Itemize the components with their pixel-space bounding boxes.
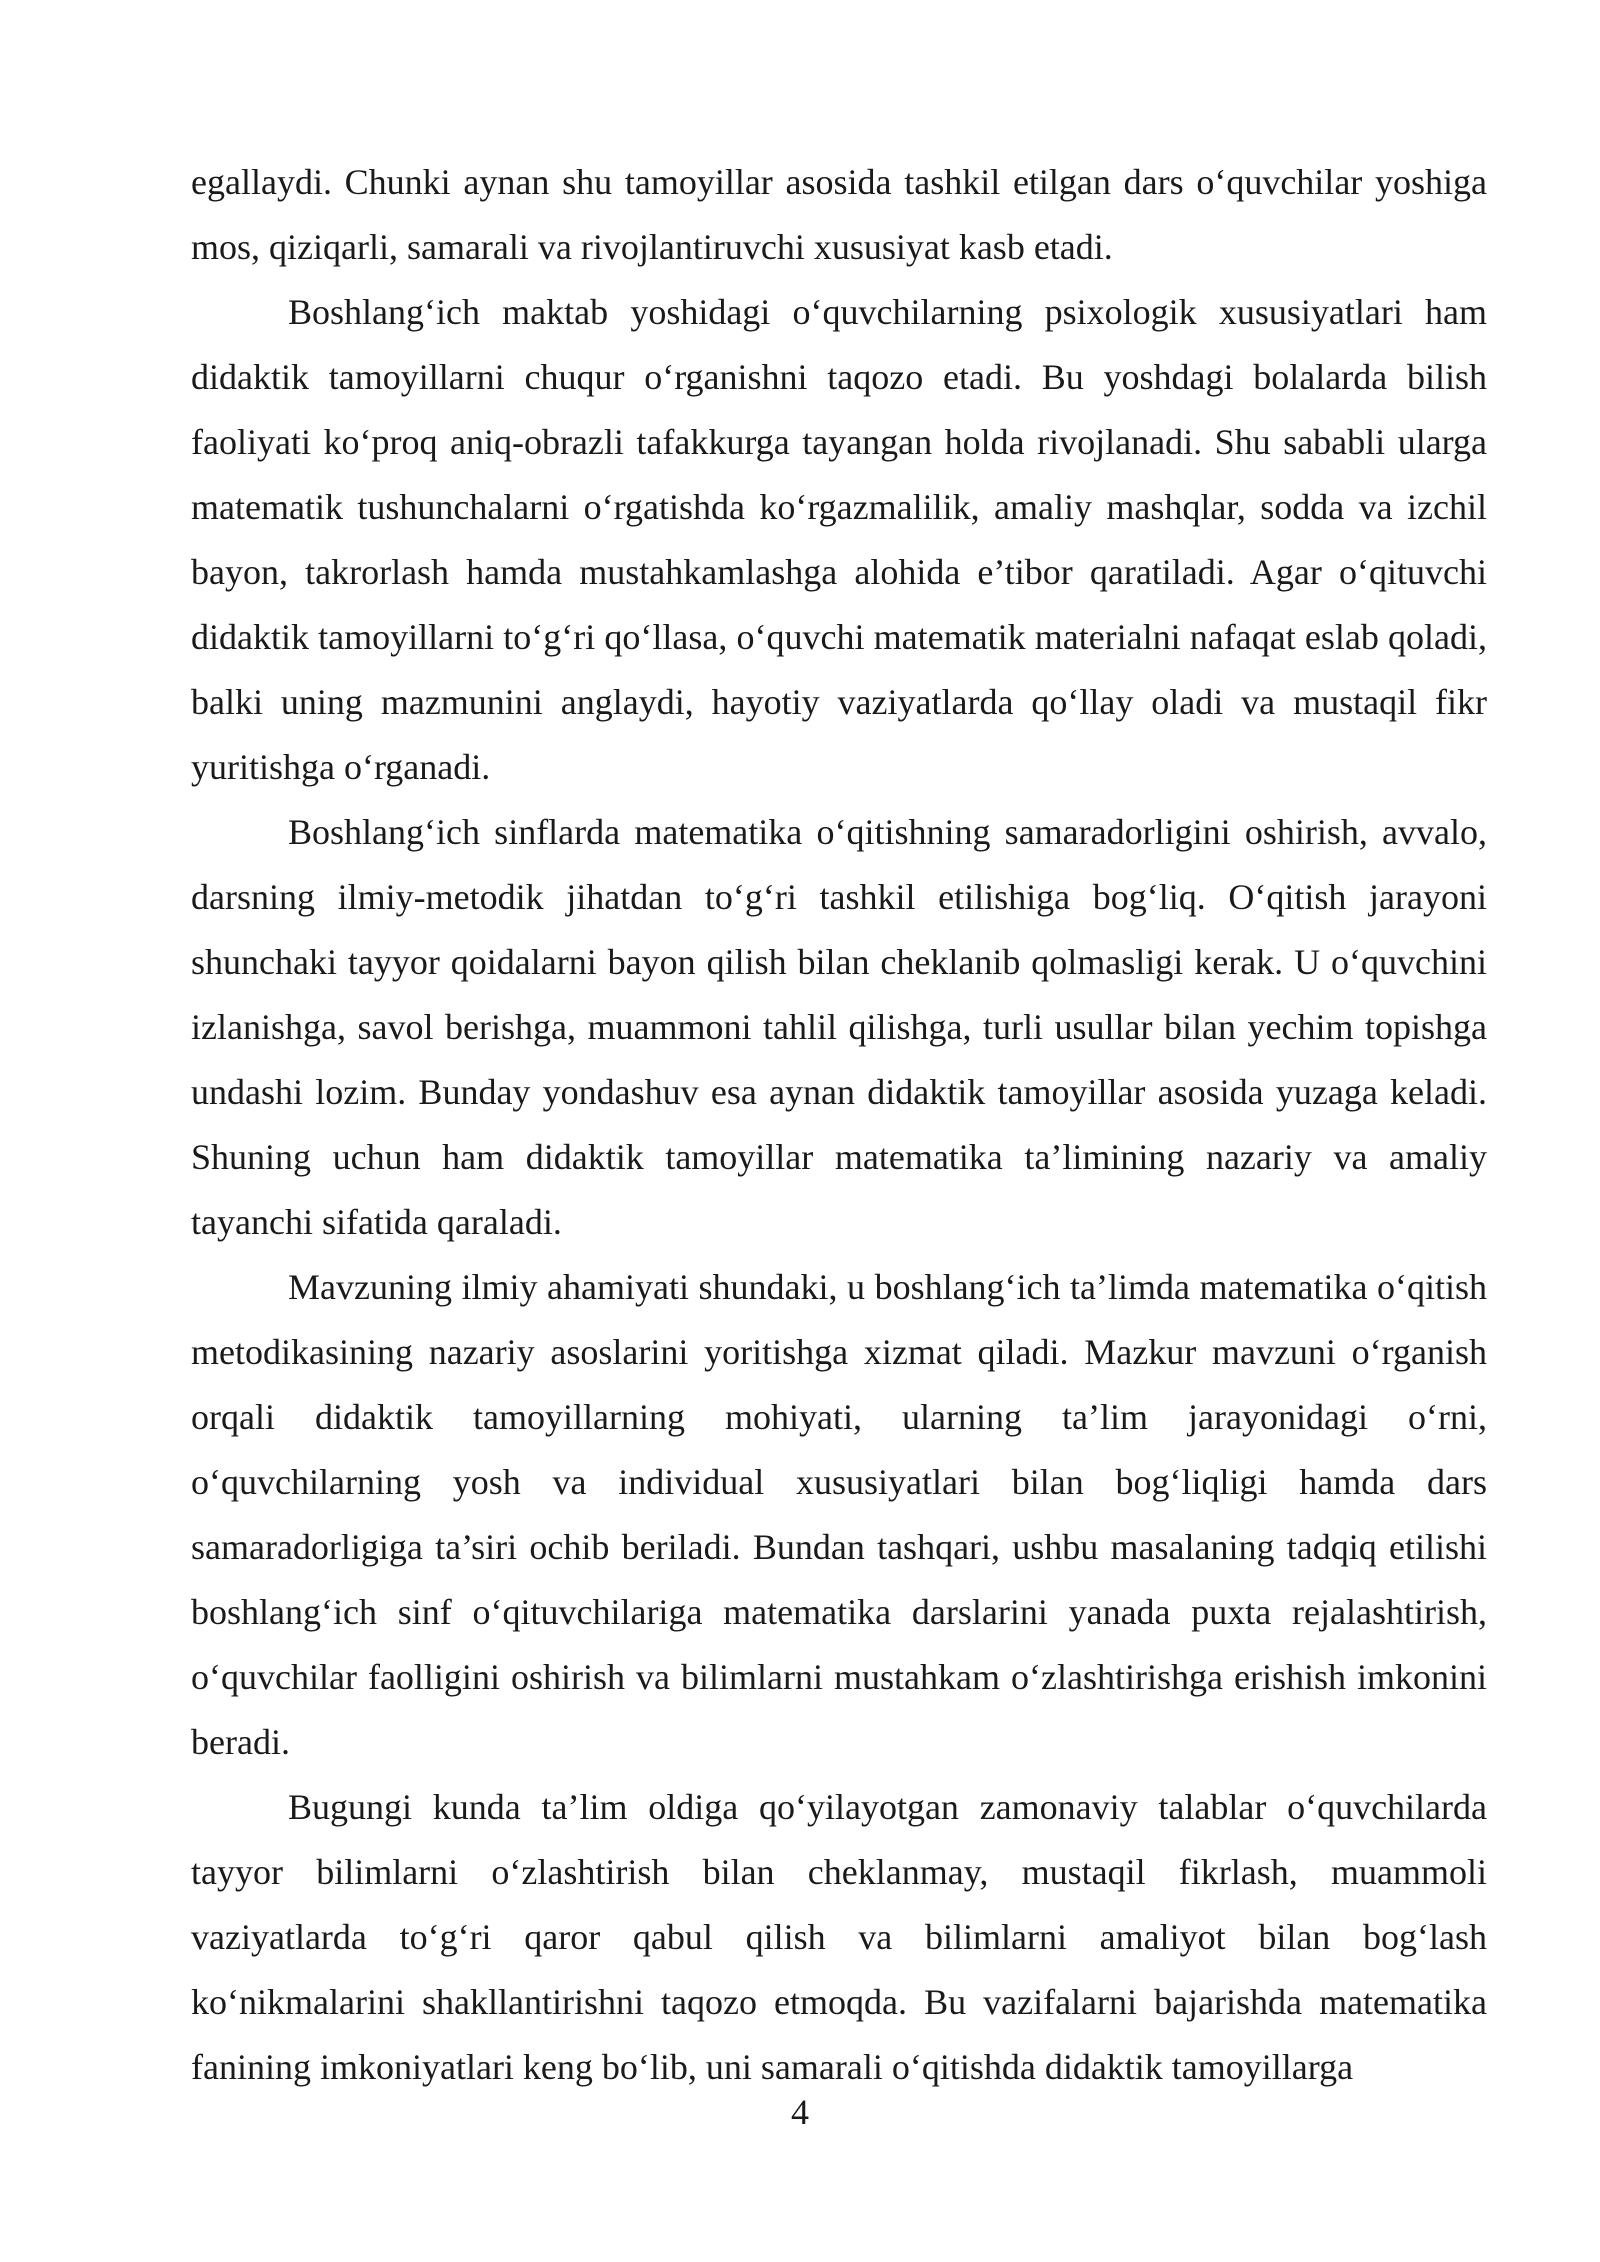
paragraph-scientific-significance: Mavzuning ilmiy ahamiyati shundaki, u boshlang‘ich ta’limda matematika o‘qitish metodikasining nazariy asoslarini yoritishga xizmat qiladi. Mazkur mavzuni o‘rganish orqali didaktik tamoyillarning mohiyati, ularning ta’lim jarayonidagi o‘rni, o‘quvchilarning yosh va individual xususiyatlari bilan bog‘liqligi hamda dars samaradorligiga ta’siri ochib beriladi. Bundan tashqari, ushbu masalaning tadqiq etilishi boshlang‘ich sinf o‘qituvchilariga matematika darslarini yanada puxta rejalashtirish, o‘quvchilar faolligini oshirish va bilimlarni mustahkam o‘zlashtirishga erishish imkonini beradi.: [191, 1267, 1487, 1762]
page-number: 4: [791, 2092, 809, 2132]
paragraph-continuation: egallaydi. Chunki aynan shu tamoyillar asosida tashkil etilgan dars o‘quvchilar yoshiga mos, qiziqarli, samarali va rivojlantiruvchi xususiyat kasb etadi.: [191, 162, 1487, 267]
paragraph-modern-requirements: Bugungi kunda ta’lim oldiga qo‘yilayotgan zamonaviy talablar o‘quvchilarda tayyor bilimlarni o‘zlashtirish bilan cheklanmay, mustaqil fikrlash, muammoli vaziyatlarda to‘g‘ri qaror qabul qilish va bilimlarni amaliyot bilan bog‘lash ko‘nikmalarini shakllantirishni taqozo etmoqda. Bu vazifalarni bajarishda matematika fanining imkoniyatlari keng bo‘lib, uni samarali o‘qitishda didaktik tamoyillarga: [191, 1787, 1487, 2087]
paragraph-psychological-features: Boshlang‘ich maktab yoshidagi o‘quvchilarning psixologik xususiyatlari ham didaktik tamoyillarni chuqur o‘rganishni taqozo etadi. Bu yoshdagi bolalarda bilish faoliyati ko‘proq aniq-obrazli tafakkurga tayangan holda rivojlanadi. Shu sababli ularga matematik tushunchalarni o‘rgatishda ko‘rgazmalilik, amaliy mashqlar, sodda va izchil bayon, takrorlash hamda mustahkamlashga alohida e’tibor qaratiladi. Agar o‘qituvchi didaktik tamoyillarni to‘g‘ri qo‘llasa, o‘quvchi matematik materialni nafaqat eslab qoladi, balki uning mazmunini anglaydi, hayotiy vaziyatlarda qo‘llay oladi va mustaqil fikr yuritishga o‘rganadi.: [191, 292, 1487, 787]
paragraph-teaching-effectiveness: Boshlang‘ich sinflarda matematika o‘qitishning samaradorligini oshirish, avvalo, darsning ilmiy-metodik jihatdan to‘g‘ri tashkil etilishiga bog‘liq. O‘qitish jarayoni shunchaki tayyor qoidalarni bayon qilish bilan cheklanib qolmasligi kerak. U o‘quvchini izlanishga, savol berishga, muammoni tahlil qilishga, turli usullar bilan yechim topishga undashi lozim. Bunday yondashuv esa aynan didaktik tamoyillar asosida yuzaga keladi. Shuning uchun ham didaktik tamoyillar matematika ta’limining nazariy va amaliy tayanchi sifatida qaraladi.: [191, 812, 1487, 1242]
body-text: [191, 150, 1487, 2100]
